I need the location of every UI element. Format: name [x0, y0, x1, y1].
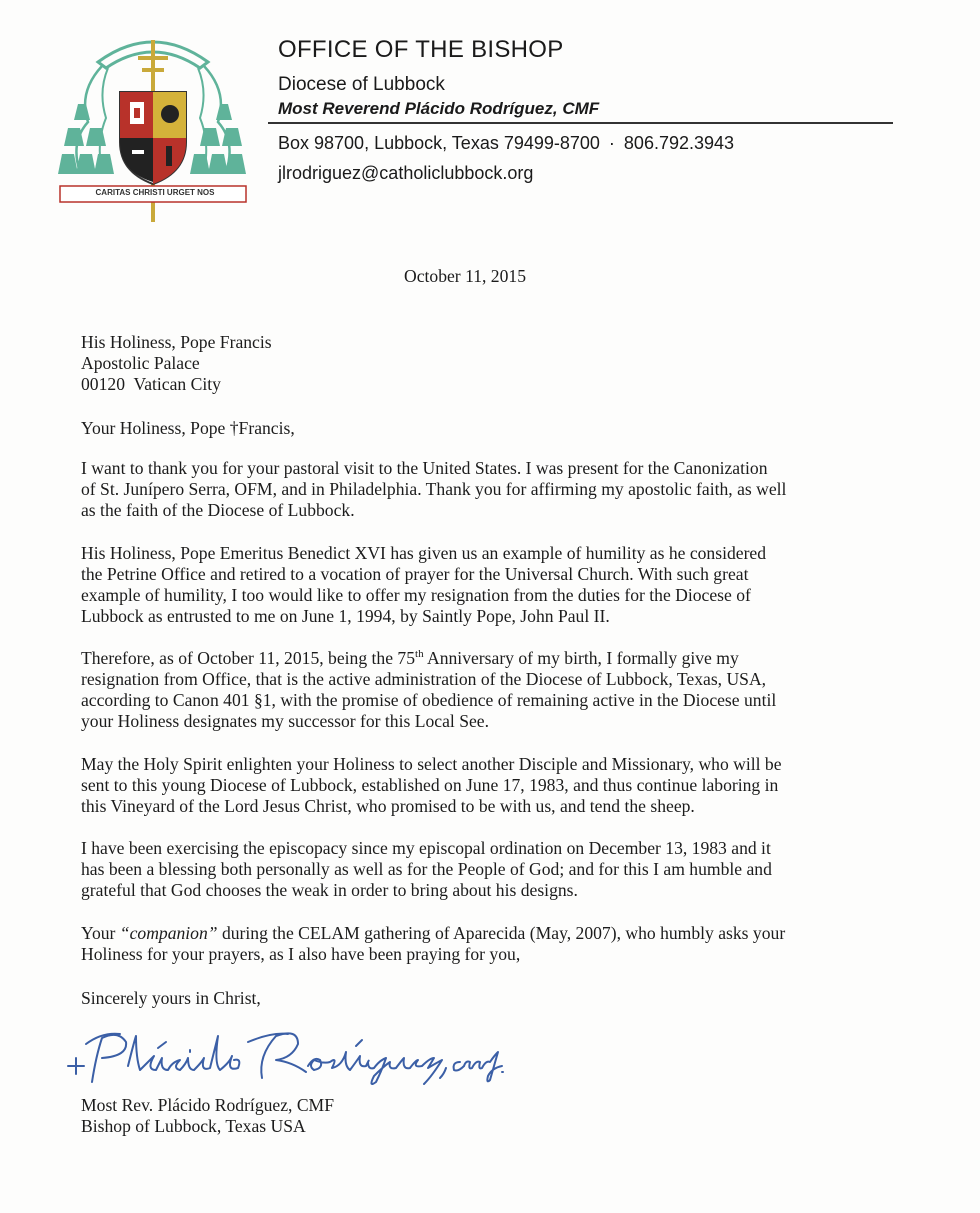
paragraph-line: has been a blessing both personally as well as for the People of God; and for this I am humble and: [81, 859, 772, 879]
text-run: Anniversary of my birth, I formally give my: [423, 648, 739, 668]
text-run: Therefore, as of October 11, 2015, being the 75: [81, 648, 416, 668]
paragraph-line: this Vineyard of the Lord Jesus Christ, who promised to be with us, and tend the sheep.: [81, 796, 695, 816]
paragraph-line: [81, 648, 863, 669]
paragraph-line: the Petrine Office and retired to a vocation of prayer for the Universal Church. With such great: [81, 564, 749, 584]
letterhead-divider: [268, 122, 893, 124]
paragraph-line: of St. Junípero Serra, OFM, and in Philadelphia. Thank you for affirming my apostolic faith, as well: [81, 479, 787, 499]
signer-title: Bishop of Lubbock, Texas USA: [81, 1116, 306, 1136]
paragraph-line: sent to this young Diocese of Lubbock, established on June 17, 1983, and thus continue laboring in: [81, 775, 779, 795]
recipient-address-block: [81, 332, 272, 395]
letterhead-address: Box 98700, Lubbock, Texas 79499-8700: [278, 133, 600, 153]
letterhead-bishop-name: Most Reverend Plácido Rodríguez, CMF: [278, 99, 600, 118]
body-paragraph: [81, 754, 863, 817]
paragraph-line: example of humility, I too would like to offer my resignation from the duties for the Diocese of: [81, 585, 751, 605]
paragraph-line: Holiness for your prayers, as I also have been praying for you,: [81, 944, 521, 964]
paragraph-line: as the faith of the Diocese of Lubbock.: [81, 500, 355, 520]
body-paragraph: [81, 838, 863, 901]
body-paragraph: [81, 458, 863, 521]
paragraph-line: I want to thank you for your pastoral visit to the United States. I was present for the Canonization: [81, 458, 768, 478]
closing-phrase: Sincerely yours in Christ,: [81, 988, 261, 1008]
body-paragraph: [81, 648, 863, 732]
paragraph-line: [81, 923, 863, 944]
paragraph-line: May the Holy Spirit enlighten your Holiness to select another Disciple and Missionary, who will be: [81, 754, 782, 774]
paragraph-line: resignation from Office, that is the active administration of the Diocese of Lubbock, Texas, USA,: [81, 669, 767, 689]
letterhead-diocese: Diocese of Lubbock: [278, 74, 445, 95]
handwritten-signature: [62, 1022, 507, 1092]
paragraph-line: grateful that God chooses the weak in order to bring about his designs.: [81, 880, 578, 900]
letterhead-address-line: [278, 133, 734, 154]
motto-scroll-text: CARITAS CHRISTI URGET NOS: [95, 188, 215, 197]
letterhead-separator: ·: [608, 133, 615, 153]
emphasized-word: “companion”: [119, 923, 218, 943]
paragraph-line: your Holiness designates my successor for this Local See.: [81, 711, 489, 731]
paragraph-line: His Holiness, Pope Emeritus Benedict XVI has given us an example of humility as he considered: [81, 543, 767, 563]
recipient-line: His Holiness, Pope Francis: [81, 332, 272, 352]
signer-name: Most Rev. Plácido Rodríguez, CMF: [81, 1095, 334, 1115]
paragraph-line: Lubbock as entrusted to me on June 1, 1994, by Saintly Pope, John Paul II.: [81, 606, 610, 626]
body-paragraph: [81, 543, 863, 627]
text-run: during the CELAM gathering of Aparecida (May, 2007), who humbly asks your: [217, 923, 786, 943]
text-run: Your: [81, 923, 120, 943]
letterhead-office-title: OFFICE OF THE BISHOP: [278, 36, 564, 63]
paragraph-line: I have been exercising the episcopacy since my episcopal ordination on December 13, 1983 and it: [81, 838, 771, 858]
ordinal-suffix: th: [415, 648, 424, 661]
letterhead-phone: 806.792.3943: [623, 133, 735, 153]
letter-date: October 11, 2015: [404, 266, 526, 286]
recipient-line: Apostolic Palace: [81, 353, 200, 373]
salutation: Your Holiness, Pope †Francis,: [81, 418, 295, 438]
recipient-line: 00120 Vatican City: [81, 374, 221, 394]
letterhead-email: jlrodriguez@catholiclubbock.org: [278, 163, 534, 183]
paragraph-line: according to Canon 401 §1, with the promise of obedience of remaining active in the Diocese until: [81, 690, 777, 710]
body-paragraph: [81, 923, 863, 965]
